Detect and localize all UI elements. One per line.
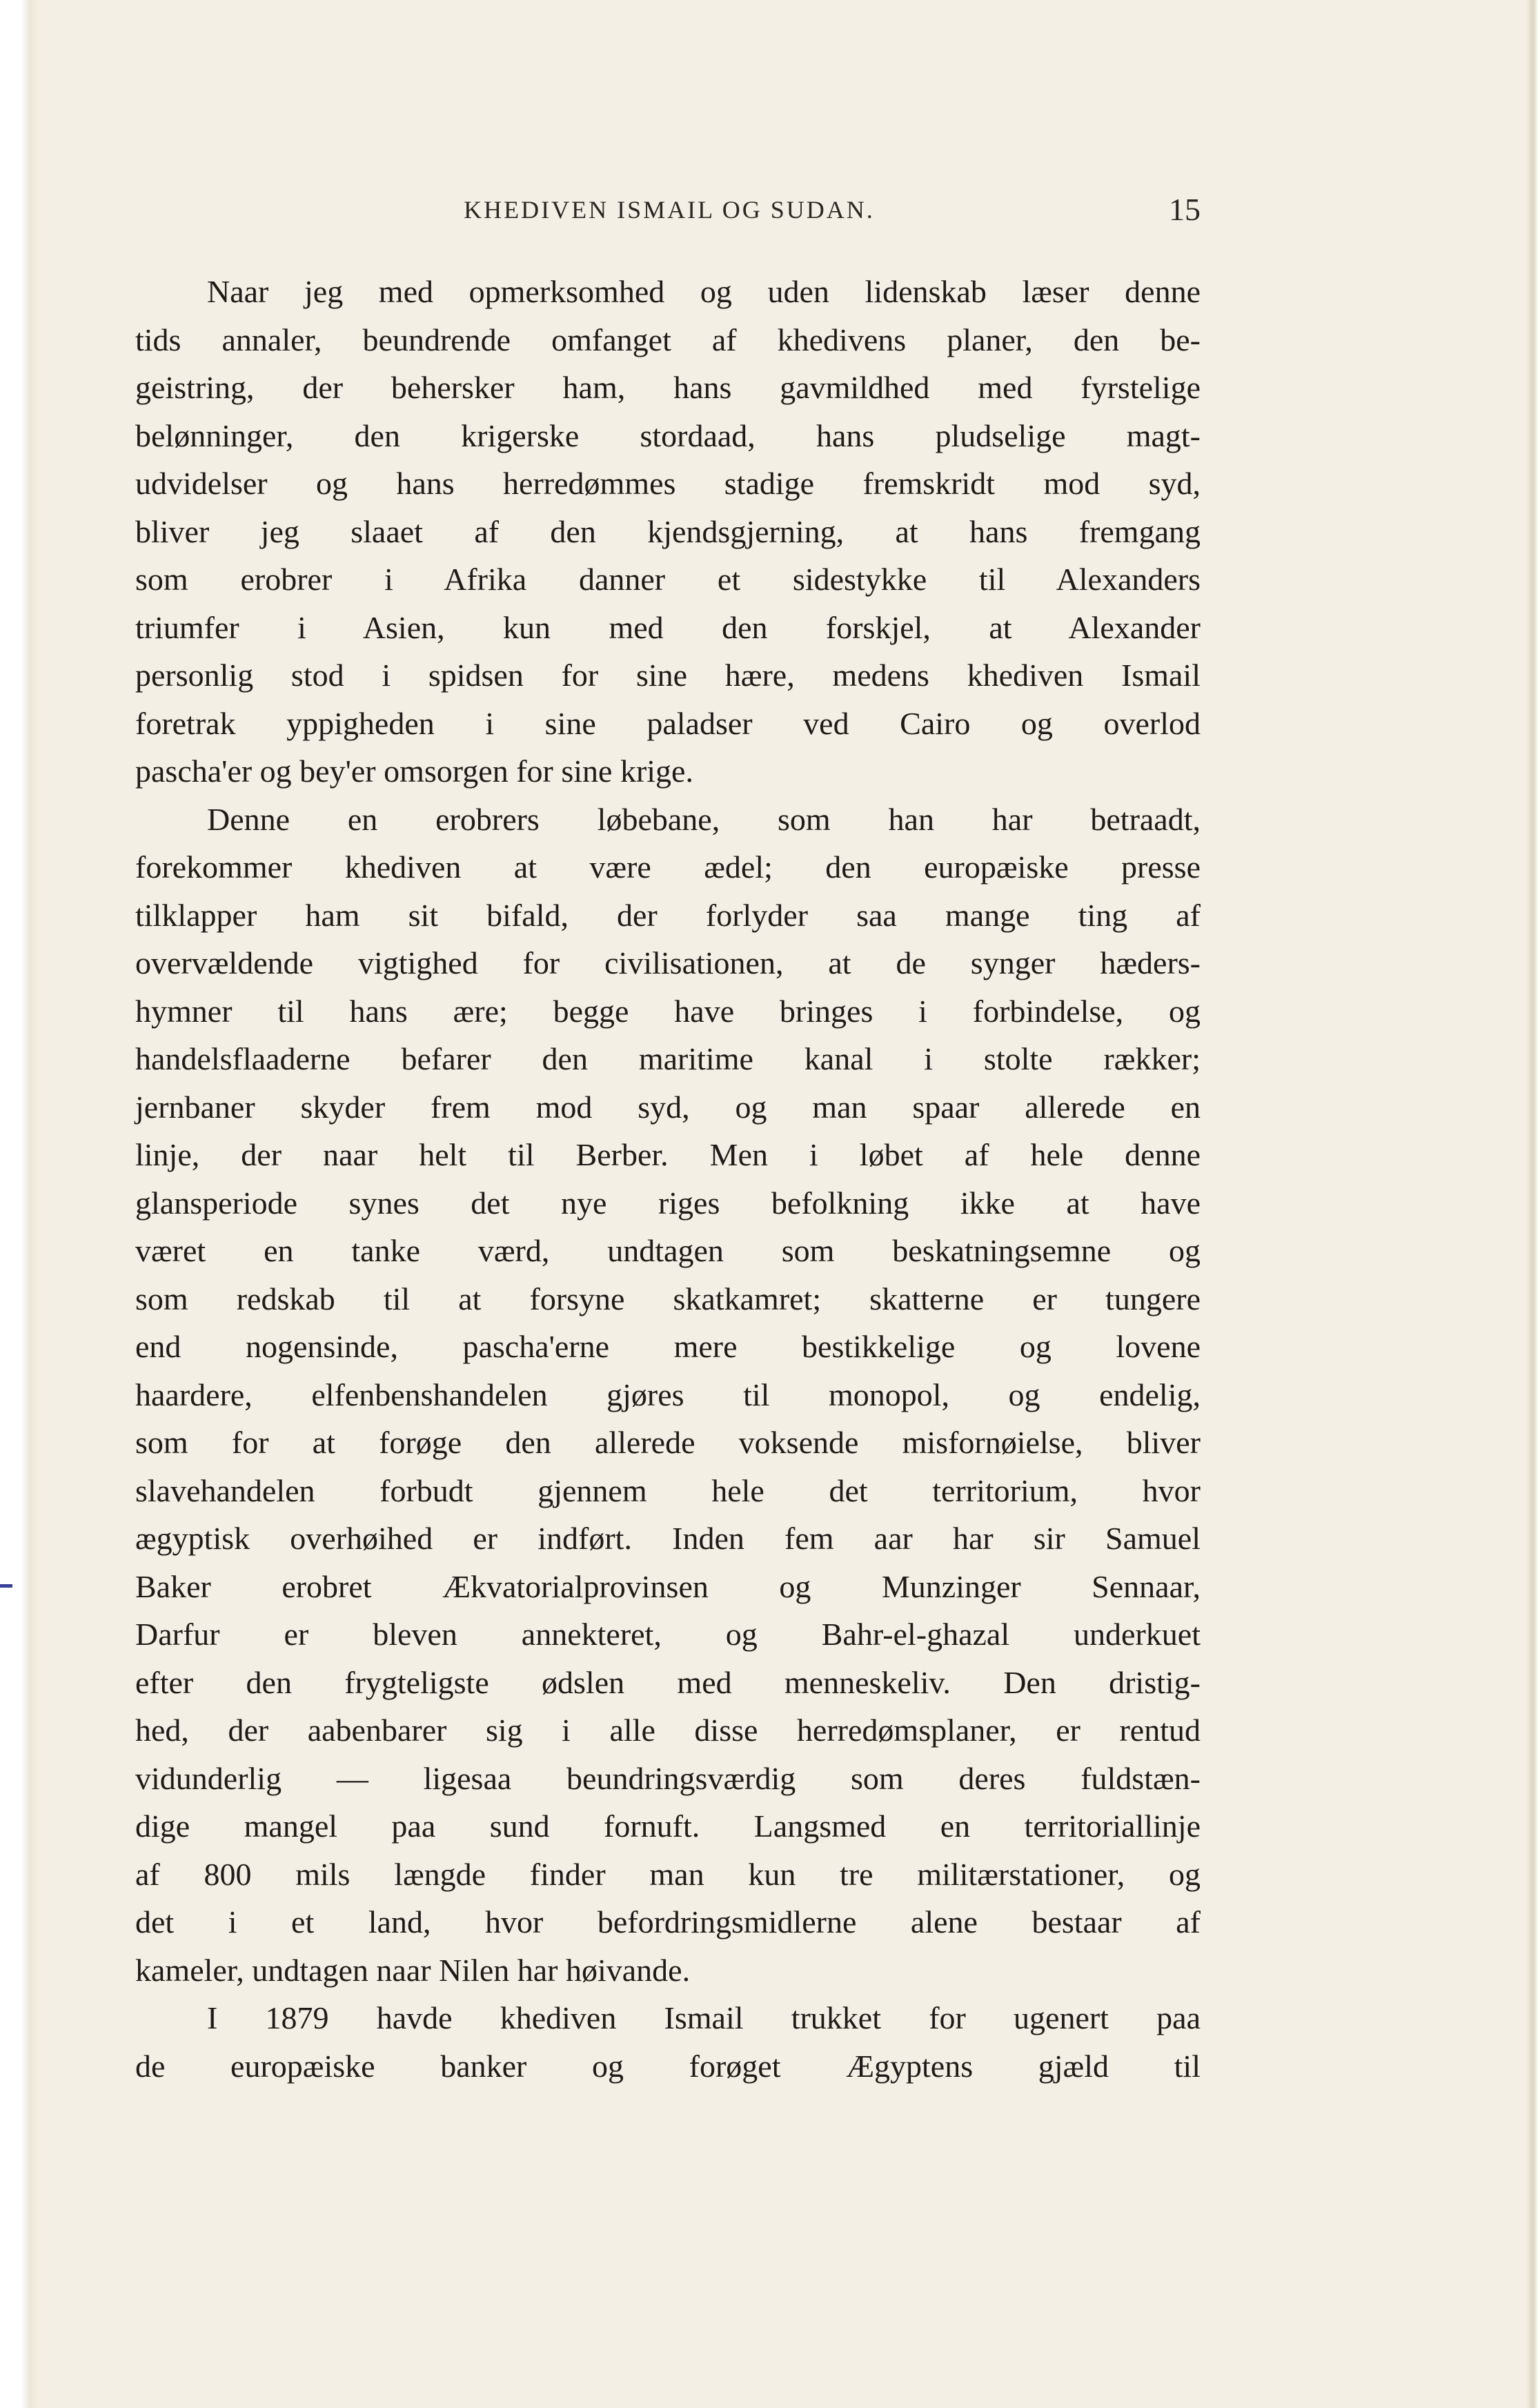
text-line: hymner til hans ære; begge have bringes i forbindelse, og [135,993,1201,1029]
text-line: belønninger, den krigerske stordaad, hans pludselige magt- [135,417,1201,453]
text-line: hed, der aabenbarer sig i alle disse herredømsplaner, er rentud [135,1713,1201,1748]
text-line: tids annaler, beundrende omfanget af khedivens planer, den be- [135,322,1201,357]
text-line: af 800 mils længde finder man kun tre militærstationer, og [135,1856,1201,1892]
text-line: Darfur er bleven annekteret, og Bahr-el-ghazal underkuet [135,1617,1201,1652]
text-line: Baker erobret Ækvatorialprovinsen og Munzinger Sennaar, [135,1568,1201,1604]
text-line: jernbaner skyder frem mod syd, og man spaar allerede en [135,1089,1201,1125]
text-line: triumfer i Asien, kun med den forskjel, at Alexander [135,609,1201,645]
page-header [138,188,1201,232]
text-line: været en tanke værd, undtagen som beskatningsemne og [135,1233,1201,1268]
text-line: Naar jeg med opmerksomhed og uden lidenskab læser denne [207,274,1201,309]
text-line: haardere, elfenbenshandelen gjøres til monopol, og endelig, [135,1376,1201,1412]
page-right-edge [1526,0,1540,2408]
paragraph [135,268,1201,796]
paragraph [135,1994,1201,2090]
body-text [135,268,1201,2090]
text-line: udvidelser og hans herredømmes stadige fremskridt mod syd, [135,466,1201,501]
text-line: vidunderlig — ligesaa beundringsværdig som deres fuldstæn- [135,1760,1201,1796]
text-line: dige mangel paa sund fornuft. Langsmed en territoriallinje [135,1808,1201,1844]
text-line: tilklapper ham sit bifald, der forlyder saa mange ting af [135,897,1201,933]
text-line: bliver jeg slaaet af den kjendsgjerning, at hans fremgang [135,513,1201,549]
text-line: forekommer khediven at være ædel; den europæiske presse [135,849,1201,885]
text-line: linje, der naar helt til Berber. Men i løbet af hele denne [135,1137,1201,1172]
text-line: som redskab til at forsyne skatkamret; skatterne er tungere [135,1281,1201,1316]
margin-mark [0,1584,12,1588]
paragraph [135,796,1201,1995]
text-line: kameler, undtagen naar Nilen har høivande. [135,1952,691,1988]
text-line: som erobrer i Afrika danner et sidestykke til Alexanders [135,562,1201,597]
text-line: handelsflaaderne befarer den maritime kanal i stolte rækker; [135,1041,1201,1076]
text-line: det i et land, hvor befordringsmidlerne alene bestaar af [135,1904,1201,1940]
text-line: slavehandelen forbudt gjennem hele det territorium, hvor [135,1472,1201,1508]
page-number: 15 [1169,192,1201,227]
text-line: I 1879 havde khediven Ismail trukket for ugenert paa [207,2000,1201,2035]
text-line: som for at forøge den allerede voksende misfornøielse, bliver [135,1425,1201,1460]
text-line: overvældende vigtighed for civilisationen, at de synger hæders- [135,945,1201,980]
text-line: end nogensinde, pascha'erne mere bestikkelige og lovene [135,1329,1201,1364]
page-left-edge [0,0,39,2408]
text-line: Denne en erobrers løbebane, som han har betraadt, [207,801,1201,837]
text-line: efter den frygteligste ødslen med menneskeliv. Den dristig- [135,1664,1201,1700]
running-head: KHEDIVEN ISMAIL OG SUDAN. [464,196,875,224]
text-line: glansperiode synes det nye riges befolkning ikke at have [135,1185,1201,1221]
text-line: pascha'er og bey'er omsorgen for sine krige. [135,753,693,789]
text-line: personlig stod i spidsen for sine hære, medens khediven Ismail [135,658,1201,693]
text-line: geistring, der behersker ham, hans gavmildhed med fyrstelige [135,370,1201,405]
text-line: ægyptisk overhøihed er indført. Inden fem aar har sir Samuel [135,1521,1201,1556]
text-line: de europæiske banker og forøget Ægyptens gjæld til [135,2048,1201,2084]
text-line: foretrak yppigheden i sine paladser ved Cairo og overlod [135,705,1201,741]
